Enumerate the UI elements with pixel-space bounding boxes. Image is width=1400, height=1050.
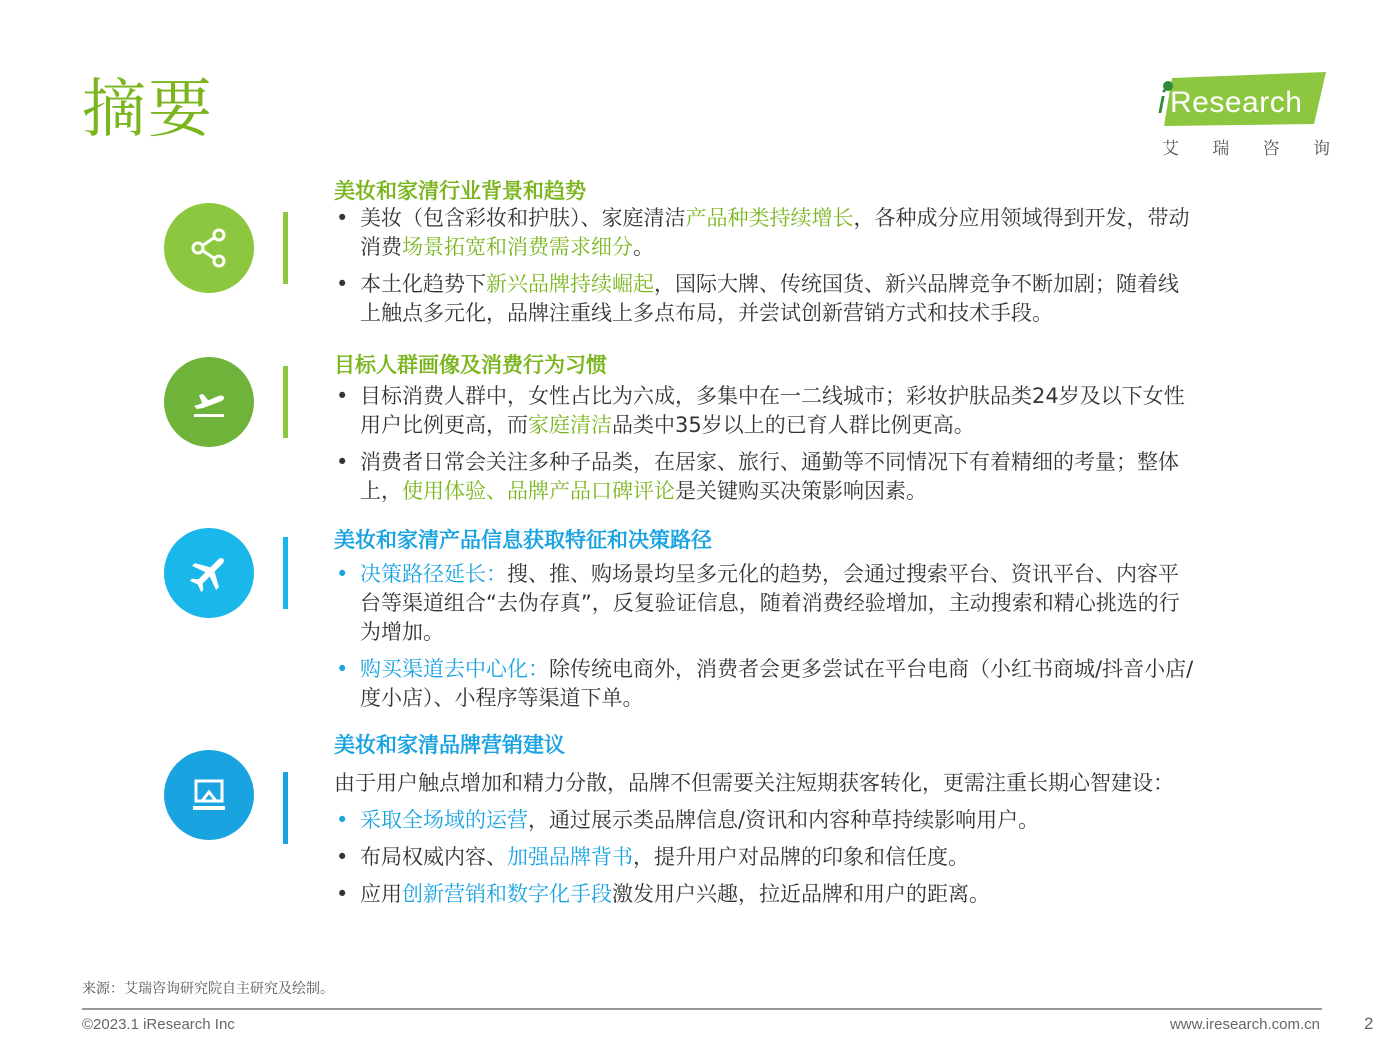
logo-brand: Research bbox=[1170, 86, 1303, 119]
logo-cn-char: 瑞 bbox=[1212, 139, 1230, 159]
highlight-text: 加强品牌背书 bbox=[507, 845, 633, 869]
section-title: 美妆和家清品牌营销建议 bbox=[334, 733, 565, 757]
bullet-text: 品类中35岁以上的已育人群比例更高。 bbox=[612, 413, 975, 437]
bullet-item bbox=[334, 806, 1194, 835]
bullet-text: 本土化趋势下 bbox=[360, 272, 486, 296]
footer-divider bbox=[82, 1008, 1322, 1010]
bullet-text: 布局权威内容、 bbox=[360, 845, 507, 869]
share-icon bbox=[164, 203, 254, 293]
section-bullets bbox=[334, 769, 1194, 917]
highlight-text: 使用体验、品牌产品口碑评论 bbox=[402, 479, 675, 503]
page-title: 摘要 bbox=[82, 73, 214, 147]
bullet-item bbox=[334, 880, 1194, 909]
bullet-text: 除传统电商外，消费者会更多尝试在平台电商（小红书商城/抖音小店/度小店）、小程序等渠道下单。 bbox=[360, 657, 1194, 710]
bullet-text: 搜、推、购场景均呈多元化的趋势，会通过搜索平台、资讯平台、内容平台等渠道组合“去伪存真”，反复验证信息，随着消费经验增加，主动搜索和精心挑选的行为增加。 bbox=[360, 562, 1180, 644]
bullet-text: 应用 bbox=[360, 882, 402, 906]
section-intro: 由于用户触点增加和精力分散，品牌不但需要关注短期获客转化，更需注重长期心智建设： bbox=[334, 771, 1174, 795]
section-divider bbox=[283, 772, 288, 844]
logo-cn-char: 询 bbox=[1312, 139, 1330, 159]
logo-cn-name bbox=[1162, 134, 1330, 159]
bullet-item bbox=[334, 655, 1194, 713]
bullet-item bbox=[334, 560, 1194, 647]
section-bullets bbox=[334, 560, 1194, 721]
bullet-text: 消费者日常会关注多种子品类，在居家、旅行、通勤等不同情况下有着精细的考量；整体上， bbox=[360, 450, 1179, 503]
highlight-text: 新兴品牌持续崛起 bbox=[486, 272, 654, 296]
highlight-text: 创新营销和数字化手段 bbox=[402, 882, 612, 906]
highlight-text: 采取全场域的运营 bbox=[360, 808, 528, 832]
highlight-text: 场景拓宽和消费需求细分 bbox=[402, 235, 633, 259]
section-divider bbox=[283, 537, 288, 609]
bullet-item bbox=[334, 448, 1194, 506]
bullet-text: 。 bbox=[633, 235, 654, 259]
section-bullets bbox=[334, 382, 1194, 514]
bullet-text: ，通过展示类品牌信息/资讯和内容种草持续影响用户。 bbox=[528, 808, 1040, 832]
section-bullets bbox=[334, 204, 1194, 336]
bullet-item bbox=[334, 270, 1194, 328]
logo-cn-char: 咨 bbox=[1262, 139, 1280, 159]
section-divider bbox=[283, 366, 288, 438]
logo-prefix: i bbox=[1158, 84, 1166, 120]
section-divider bbox=[283, 212, 288, 284]
highlight-text: 决策路径延长： bbox=[360, 562, 507, 586]
website-link[interactable]: www.iresearch.com.cn bbox=[1169, 1016, 1320, 1033]
page-number: 2 bbox=[1364, 1014, 1374, 1033]
section-title: 目标人群画像及消费行为习惯 bbox=[334, 353, 607, 377]
bullet-item bbox=[334, 843, 1194, 872]
bullet-text: ，各种成分应用领域得到开发，带动消费 bbox=[360, 206, 1190, 259]
airplane-icon bbox=[164, 528, 254, 618]
bullet-text: 激发用户兴趣，拉近品牌和用户的距离。 bbox=[612, 882, 990, 906]
bullet-text: 目标消费人群中，女性占比为六成，多集中在一二线城市；彩妆护肤品类24岁及以下女性用户比例更高，而 bbox=[360, 384, 1185, 437]
source-note: 来源：艾瑞咨询研究院自主研究及绘制。 bbox=[82, 981, 334, 997]
section-title: 美妆和家清产品信息获取特征和决策路径 bbox=[334, 528, 712, 552]
highlight-text: 家庭清洁 bbox=[528, 413, 612, 437]
highlight-text: 购买渠道去中心化： bbox=[360, 657, 549, 681]
highlight-text: 产品种类持续增长 bbox=[685, 206, 854, 230]
bullet-item bbox=[334, 204, 1194, 262]
copyright: ©2023.1 iResearch Inc bbox=[82, 1016, 235, 1033]
bullet-text: 是关键购买决策影响因素。 bbox=[675, 479, 927, 503]
bullet-text: 美妆（包含彩妆和护肤）、家庭清洁 bbox=[360, 206, 686, 230]
logo-cn-char: 艾 bbox=[1162, 139, 1179, 159]
presentation-icon bbox=[164, 750, 254, 840]
bullet-item bbox=[334, 382, 1194, 440]
bullet-text: ，国际大牌、传统国货、新兴品牌竞争不断加剧；随着线上触点多元化，品牌注重线上多点布局，并尝试创新营销方式和技术手段。 bbox=[360, 272, 1179, 325]
section-title: 美妆和家清行业背景和趋势 bbox=[334, 179, 586, 203]
takeoff-icon bbox=[164, 357, 254, 447]
bullet-text: ，提升用户对品牌的印象和信任度。 bbox=[633, 845, 969, 869]
iresearch-logo bbox=[1158, 72, 1330, 162]
